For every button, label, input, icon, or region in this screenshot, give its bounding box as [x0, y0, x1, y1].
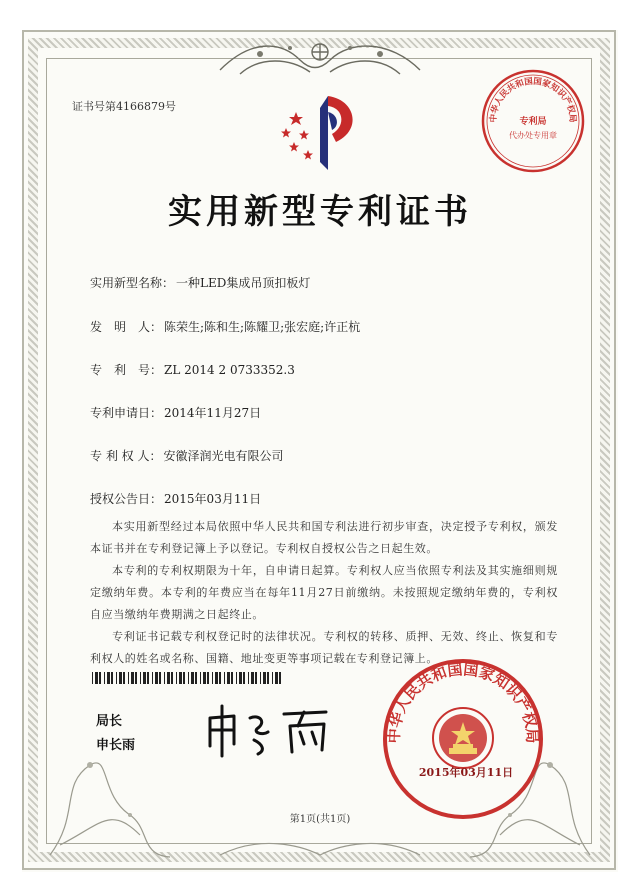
barcode-bar — [99, 672, 101, 684]
field-value: 安徽泽润光电有限公司 — [163, 449, 284, 463]
barcode-bar — [255, 672, 257, 684]
barcode-bar — [128, 672, 129, 684]
field-patent-number — [90, 361, 295, 378]
certificate-number: 证书号第4166879号 — [72, 100, 176, 113]
director-title: 局长 — [96, 714, 123, 729]
barcode-bar — [183, 672, 185, 684]
barcode-bar — [140, 672, 141, 684]
barcode-bar — [195, 672, 197, 684]
barcode-bar — [107, 672, 110, 684]
field-value: 2014年11月27日 — [164, 406, 262, 420]
barcode-bar — [231, 672, 233, 684]
top-ornament-icon — [200, 30, 440, 90]
field-label: 授权公告日： — [90, 492, 163, 506]
field-value: 2015年03月11日 — [164, 492, 262, 506]
barcode-bar — [123, 672, 125, 684]
barcode-bar — [191, 672, 194, 684]
barcode-bar — [267, 672, 269, 684]
barcode-bar — [251, 672, 254, 684]
barcode-bar — [239, 672, 242, 684]
field-patentee — [90, 447, 283, 464]
barcode-bar — [95, 672, 98, 684]
barcode-bar — [179, 672, 182, 684]
barcode-bar — [143, 672, 146, 684]
barcode-bar — [215, 672, 218, 684]
barcode-bar — [203, 672, 206, 684]
field-value: ZL 2014 2 0733352.3 — [164, 363, 295, 377]
barcode-bar — [227, 672, 230, 684]
barcode-bar — [219, 672, 221, 684]
barcode-bar — [188, 672, 189, 684]
barcode-bar — [167, 672, 170, 684]
field-label: 专利申请日： — [90, 406, 163, 420]
barcode-bar — [111, 672, 113, 684]
seal-top-inner-line1: 专利局 — [519, 117, 547, 127]
field-label: 专 利 号： — [90, 363, 163, 377]
field-utility-model-name — [90, 274, 310, 291]
barcode-bar — [260, 672, 261, 684]
barcode-bar — [248, 672, 249, 684]
barcode-bar — [272, 672, 273, 684]
barcode-bar — [212, 672, 213, 684]
barcode-bar — [200, 672, 201, 684]
official-seal-arc-text: 中华人民共和国国家知识产权局 — [384, 660, 542, 744]
barcode-bar — [164, 672, 165, 684]
barcode-bar — [236, 672, 237, 684]
barcode-bar — [152, 672, 153, 684]
barcode-bar — [275, 672, 278, 684]
barcode-bar — [171, 672, 173, 684]
barcode-bar — [147, 672, 149, 684]
official-seal-icon — [378, 654, 548, 824]
barcode-bar — [131, 672, 134, 684]
barcode-bar — [263, 672, 266, 684]
field-value: 一种LED集成吊顶扣板灯 — [176, 276, 311, 290]
field-inventors — [90, 318, 360, 335]
certificate-title: 实用新型专利证书 — [168, 192, 472, 232]
barcode-bar — [243, 672, 245, 684]
barcode-bar — [176, 672, 177, 684]
barcode-bar — [116, 672, 117, 684]
field-label: 实用新型名称： — [90, 276, 175, 290]
patent-office-logo-icon — [276, 90, 364, 176]
field-label: 发 明 人： — [90, 320, 163, 334]
field-grant-date — [90, 490, 261, 507]
certificate-body — [90, 516, 558, 670]
body-paragraph: 本实用新型经过本局依照中华人民共和国专利法进行初步审查，决定授予专利权，颁发本证书并在专利登记簿上予以登记。专利权自授权公告之日起生效。 — [90, 520, 558, 555]
seal-top-arc-text: 中华人民共和国国家知识产权局 — [488, 76, 578, 123]
seal-top-inner-line2: 代办处专用章 — [509, 131, 557, 140]
barcode-bar — [159, 672, 161, 684]
page-number: 第1页(共1页) — [289, 814, 351, 825]
barcode-bar — [207, 672, 209, 684]
field-application-date — [90, 404, 261, 421]
field-label: 专 利 权 人： — [90, 449, 162, 463]
barcode-icon — [92, 672, 282, 684]
body-paragraph: 本专利的专利权期限为十年，自申请日起算。专利权人应当依照专利法及其实施细则规定缴纳年费。本专利的年费应当在每年11月27日前缴纳。未按照规定缴纳年费的，专利权自应当缴纳年费期满之日起终止。 — [90, 564, 558, 621]
agency-seal-top-icon — [478, 66, 588, 176]
barcode-bar — [119, 672, 122, 684]
national-emblem-icon — [433, 708, 493, 768]
field-value: 陈荣生;陈和生;陈耀卫;张宏庭;许正杭 — [164, 320, 361, 334]
barcode-bar — [92, 672, 93, 684]
barcode-bar — [135, 672, 137, 684]
director-name: 申长雨 — [96, 738, 136, 753]
official-seal-date: 2015年03月11日 — [418, 766, 514, 779]
barcode-bar — [155, 672, 158, 684]
body-paragraph: 专利证书记载专利权登记时的法律状况。专利权的转移、质押、无效、终止、恢复和专利权人的姓名或名称、国籍、地址变更等事项记载在专利登记簿上。 — [90, 630, 558, 665]
barcode-bar — [279, 672, 281, 684]
barcode-bar — [104, 672, 105, 684]
barcode-bar — [224, 672, 225, 684]
